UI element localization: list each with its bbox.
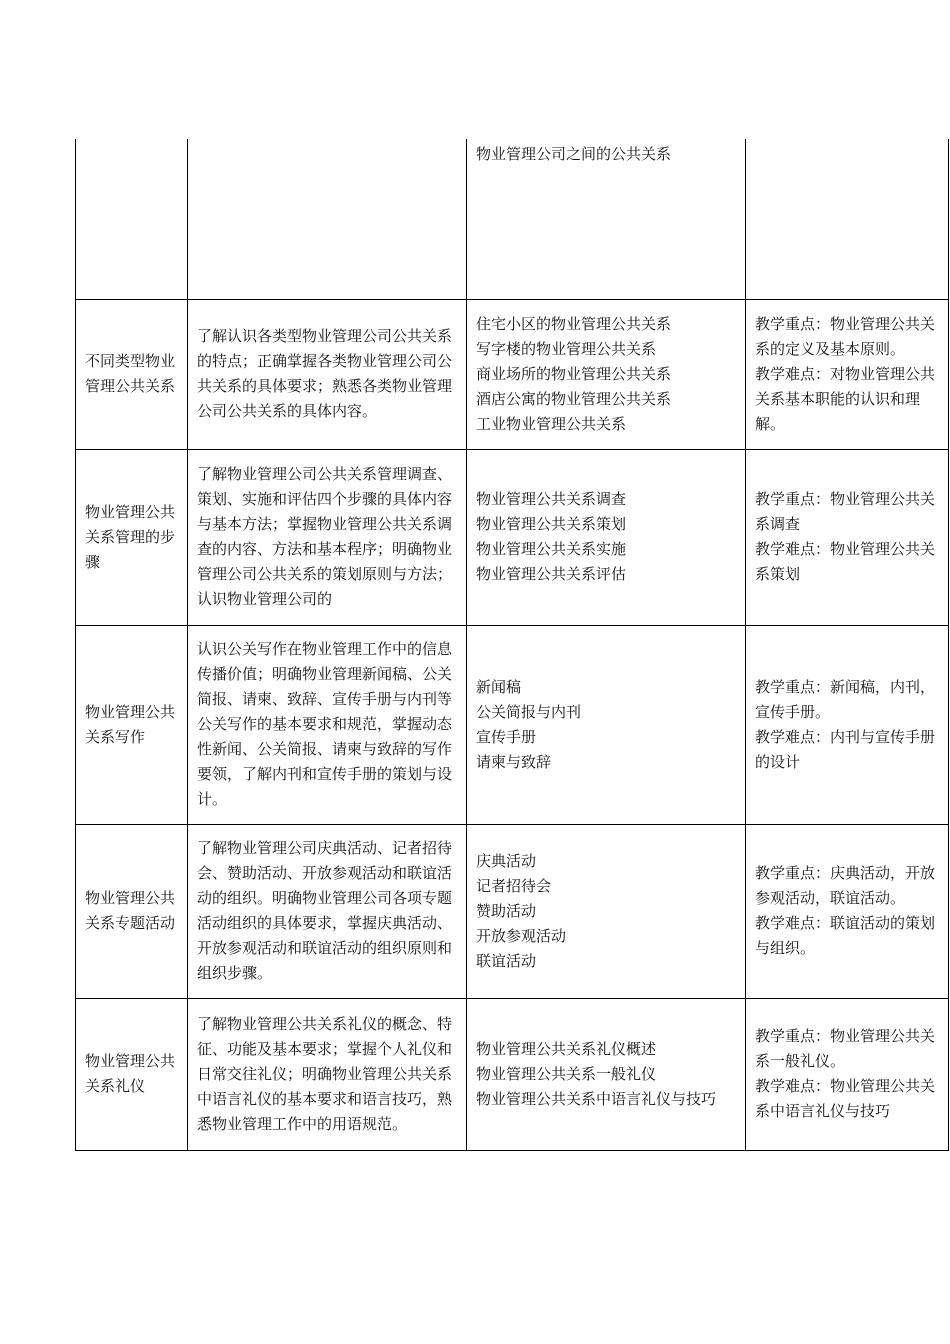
contents-cell [467, 998, 746, 1150]
content-item: 住宅小区的物业管理公共关系 [476, 314, 672, 333]
difficulty-point: 教学难点：对物业管理公共关系基本职能的认识和理解。 [755, 364, 936, 433]
contents-cell [467, 449, 746, 625]
content-item: 工业物业管理公共关系 [476, 414, 627, 433]
content-item: 请柬与致辞 [476, 752, 552, 771]
topic-cell: 物业管理公共关系礼仪 [76, 998, 188, 1150]
content-item: 记者招待会 [476, 876, 552, 895]
content-item: 物业管理公共关系礼仪概述 [476, 1039, 657, 1058]
content-item: 联谊活动 [476, 951, 537, 970]
content-item: 赞助活动 [476, 901, 537, 920]
objectives-cell: 了解物业管理公司庆典活动、记者招待会、赞助活动、开放参观活动和联谊活动的组织。明确物业管理公司各项专题活动组织的具体要求，掌握庆典活动、开放参观活动和联谊活动的组织原则和组织步骤。 [188, 824, 467, 998]
table-row [76, 824, 949, 998]
content-item: 宣传手册 [476, 727, 537, 746]
topic-cell: 物业管理公共关系写作 [76, 625, 188, 824]
content-item: 酒店公寓的物业管理公共关系 [476, 389, 672, 408]
content-item: 物业管理公共关系实施 [476, 540, 627, 558]
content-item: 开放参观活动 [476, 926, 567, 945]
key-points-cell [746, 449, 949, 625]
key-points-cell [746, 824, 949, 998]
key-point: 教学重点：物业管理公共关系调查 [755, 490, 936, 533]
topic-cell: 不同类型物业管理公共关系 [76, 299, 188, 449]
table-row [76, 299, 949, 449]
objectives-cell: 了解物业管理公共关系礼仪的概念、特征、功能及基本要求；掌握个人礼仪和日常交往礼仪；明确物业管理公共关系中语言礼仪的基本要求和语言技巧，熟悉物业管理工作中的用语规范。 [188, 998, 467, 1150]
objectives-cell: 认识公关写作在物业管理工作中的信息传播价值；明确物业管理新闻稿、公关简报、请柬、致辞、宣传手册与内刊等公关写作的基本要求和规范，掌握动态性新闻、公关简报、请柬与致辞的写作要领，了解内刊和宣传手册的策划与设计。 [188, 625, 467, 824]
key-points-cell [746, 998, 949, 1150]
contents-cell [467, 139, 746, 299]
contents-cell [467, 299, 746, 449]
topic-cell [76, 139, 188, 299]
content-item: 物业管理公司之间的公共关系 [476, 145, 672, 163]
difficulty-point: 教学难点：联谊活动的策划与组织。 [755, 914, 936, 957]
table-row [76, 625, 949, 824]
key-points-cell [746, 139, 949, 299]
content-item: 物业管理公共关系中语言礼仪与技巧 [476, 1089, 717, 1108]
difficulty-point: 教学难点：内刊与宣传手册的设计 [755, 727, 936, 771]
contents-cell [467, 824, 746, 998]
content-item: 新闻稿 [476, 677, 522, 696]
content-item: 写字楼的物业管理公共关系 [476, 339, 657, 358]
content-item: 庆典活动 [476, 851, 537, 870]
objectives-cell: 了解物业管理公司公共关系管理调查、策划、实施和评估四个步骤的具体内容与基本方法；掌握物业管理公共关系调查的内容、方法和基本程序；明确物业管理公司公共关系的策划原则与方法；认识物业管理公司的 [188, 449, 467, 625]
content-item: 物业管理公共关系评估 [476, 565, 627, 583]
syllabus-table [75, 139, 949, 1151]
topic-cell: 物业管理公共关系管理的步骤 [76, 449, 188, 625]
contents-cell [467, 625, 746, 824]
content-item: 物业管理公共关系一般礼仪 [476, 1064, 657, 1083]
key-point: 教学重点：物业管理公共关系的定义及基本原则。 [755, 314, 936, 358]
content-item: 商业场所的物业管理公共关系 [476, 364, 672, 383]
key-point: 教学重点：新闻稿，内刊，宣传手册。 [755, 677, 936, 721]
objectives-cell [188, 139, 467, 299]
topic-cell: 物业管理公共关系专题活动 [76, 824, 188, 998]
content-item: 公关简报与内刊 [476, 702, 582, 721]
objectives-cell: 了解认识各类型物业管理公司公共关系的特点；正确掌握各类物业管理公司公共关系的具体要求；熟悉各类物业管理公司公共关系的具体内容。 [188, 299, 467, 449]
key-points-cell [746, 299, 949, 449]
difficulty-point: 教学难点：物业管理公共关系中语言礼仪与技巧 [755, 1077, 936, 1120]
key-point: 教学重点：庆典活动，开放参观活动，联谊活动。 [755, 864, 936, 907]
key-points-cell [746, 625, 949, 824]
difficulty-point: 教学难点：物业管理公共关系策划 [755, 540, 936, 583]
table-row [76, 998, 949, 1150]
key-point: 教学重点：物业管理公共关系一般礼仪。 [755, 1027, 936, 1070]
table-row [76, 449, 949, 625]
content-item: 物业管理公共关系策划 [476, 515, 627, 533]
table-row [76, 139, 949, 299]
content-item: 物业管理公共关系调查 [476, 490, 627, 508]
